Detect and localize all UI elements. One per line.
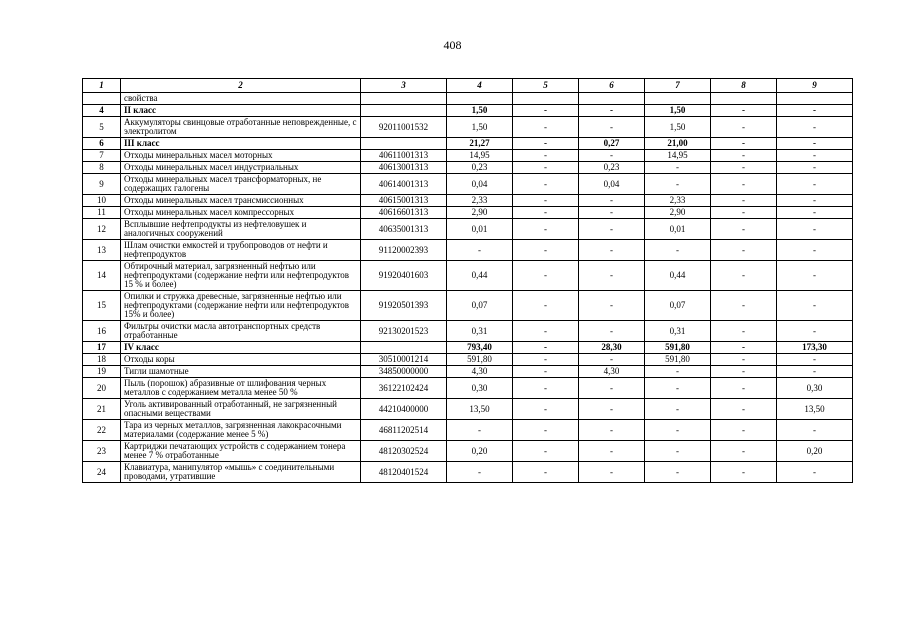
col8-cell: - <box>711 321 777 342</box>
waste-code-cell: 40615001313 <box>361 195 447 207</box>
total-amount-cell: - <box>447 240 513 261</box>
total-amount-cell: 0,30 <box>447 378 513 399</box>
row-number-cell: 24 <box>83 462 121 483</box>
waste-name-cell: Обтирочный материал, загрязненный нефтью или нефтепродуктами (содержание нефти или нефтепродуктов 15 % и более) <box>121 261 361 291</box>
waste-name-cell: III класс <box>121 138 361 150</box>
col9-cell: - <box>777 174 853 195</box>
table-row <box>83 462 853 483</box>
total-amount-cell: 0,07 <box>447 291 513 321</box>
total-amount-cell <box>447 93 513 105</box>
col5-cell: - <box>513 354 579 366</box>
column-number-3: 3 <box>361 79 447 93</box>
col5-cell: - <box>513 207 579 219</box>
col6-cell: - <box>579 462 645 483</box>
col7-cell: - <box>645 240 711 261</box>
table-row <box>83 441 853 462</box>
col6-cell: - <box>579 441 645 462</box>
waste-name-cell: Тигли шамотные <box>121 366 361 378</box>
col9-cell: - <box>777 321 853 342</box>
row-number-cell: 9 <box>83 174 121 195</box>
table-row <box>83 162 853 174</box>
row-number-cell: 11 <box>83 207 121 219</box>
waste-name-cell: Отходы коры <box>121 354 361 366</box>
total-amount-cell: 793,40 <box>447 342 513 354</box>
row-number-cell: 20 <box>83 378 121 399</box>
col9-cell: 0,20 <box>777 441 853 462</box>
waste-code-cell: 36122102424 <box>361 378 447 399</box>
col6-cell: - <box>579 207 645 219</box>
col5-cell: - <box>513 162 579 174</box>
table-row <box>83 291 853 321</box>
col8-cell: - <box>711 378 777 399</box>
waste-code-cell: 40635001313 <box>361 219 447 240</box>
col6-cell: - <box>579 117 645 138</box>
waste-name-cell: Отходы минеральных масел компрессорных <box>121 207 361 219</box>
col9-cell: - <box>777 240 853 261</box>
col8-cell: - <box>711 342 777 354</box>
col5-cell: - <box>513 321 579 342</box>
col8-cell: - <box>711 117 777 138</box>
waste-name-cell: Пыль (порошок) абразивные от шлифования черных металлов с содержанием металла менее 50 % <box>121 378 361 399</box>
col6-cell: - <box>579 240 645 261</box>
col5-cell: - <box>513 399 579 420</box>
col7-cell: 1,50 <box>645 117 711 138</box>
total-amount-cell: 1,50 <box>447 117 513 138</box>
waste-name-cell: Картриджи печатающих устройств с содержанием тонера менее 7 % отработанные <box>121 441 361 462</box>
waste-code-cell: 30510001214 <box>361 354 447 366</box>
col9-cell: - <box>777 207 853 219</box>
waste-code-cell <box>361 105 447 117</box>
col7-cell: - <box>645 174 711 195</box>
waste-code-cell: 44210400000 <box>361 399 447 420</box>
waste-name-cell: Всплывшие нефтепродукты из нефтеловушек и аналогичных сооружений <box>121 219 361 240</box>
waste-code-cell <box>361 342 447 354</box>
waste-code-cell: 40614001313 <box>361 174 447 195</box>
column-number-5: 5 <box>513 79 579 93</box>
waste-name-cell: Отходы минеральных масел трансмиссионных <box>121 195 361 207</box>
col6-cell: - <box>579 399 645 420</box>
col7-cell: 0,31 <box>645 321 711 342</box>
col5-cell: - <box>513 261 579 291</box>
col6-cell: - <box>579 321 645 342</box>
col5-cell: - <box>513 195 579 207</box>
row-number-cell: 21 <box>83 399 121 420</box>
column-number-7: 7 <box>645 79 711 93</box>
page-number: 408 <box>443 38 462 52</box>
row-number-cell: 15 <box>83 291 121 321</box>
col5-cell: - <box>513 462 579 483</box>
col5-cell: - <box>513 138 579 150</box>
total-amount-cell: 0,31 <box>447 321 513 342</box>
row-number-cell: 4 <box>83 105 121 117</box>
waste-code-cell: 34850000000 <box>361 366 447 378</box>
row-number-cell: 23 <box>83 441 121 462</box>
total-amount-cell: 21,27 <box>447 138 513 150</box>
col5-cell: - <box>513 378 579 399</box>
waste-name-cell: Уголь активированный отработанный, не загрязненный опасными веществами <box>121 399 361 420</box>
col5-cell: - <box>513 291 579 321</box>
col8-cell: - <box>711 105 777 117</box>
total-amount-cell: 0,01 <box>447 219 513 240</box>
table-row <box>83 240 853 261</box>
col8-cell: - <box>711 138 777 150</box>
col9-cell: - <box>777 150 853 162</box>
waste-name-cell: Фильтры очистки масла автотранспортных средств отработанные <box>121 321 361 342</box>
col8-cell: - <box>711 291 777 321</box>
col6-cell <box>579 93 645 105</box>
col9-cell <box>777 93 853 105</box>
col5-cell: - <box>513 219 579 240</box>
col7-cell: - <box>645 162 711 174</box>
table-class-row <box>83 138 853 150</box>
col6-cell: - <box>579 261 645 291</box>
col8-cell: - <box>711 261 777 291</box>
col7-cell: - <box>645 462 711 483</box>
table-row <box>83 207 853 219</box>
waste-name-cell: Клавиатура, манипулятор «мышь» с соединительными проводами, утратившие <box>121 462 361 483</box>
col5-cell: - <box>513 342 579 354</box>
waste-code-cell: 48120401524 <box>361 462 447 483</box>
col9-cell: - <box>777 162 853 174</box>
row-number-cell: 5 <box>83 117 121 138</box>
total-amount-cell: 2,33 <box>447 195 513 207</box>
col8-cell: - <box>711 174 777 195</box>
row-number-cell: 8 <box>83 162 121 174</box>
col5-cell: - <box>513 117 579 138</box>
table-row <box>83 366 853 378</box>
col9-cell: 13,50 <box>777 399 853 420</box>
col5-cell: - <box>513 150 579 162</box>
row-number-cell: 17 <box>83 342 121 354</box>
col7-cell: 2,33 <box>645 195 711 207</box>
column-number-4: 4 <box>447 79 513 93</box>
col6-cell: 4,30 <box>579 366 645 378</box>
table-row <box>83 321 853 342</box>
col8-cell: - <box>711 420 777 441</box>
col6-cell: - <box>579 150 645 162</box>
col5-cell: - <box>513 240 579 261</box>
row-number-cell: 18 <box>83 354 121 366</box>
col7-cell: 0,07 <box>645 291 711 321</box>
col6-cell: - <box>579 195 645 207</box>
col7-cell: - <box>645 366 711 378</box>
col9-cell: - <box>777 138 853 150</box>
table-row <box>83 354 853 366</box>
total-amount-cell: 0,44 <box>447 261 513 291</box>
col7-cell: 1,50 <box>645 105 711 117</box>
col5-cell: - <box>513 420 579 441</box>
table-row <box>83 399 853 420</box>
waste-name-cell: Отходы минеральных масел трансформаторных, не содержащих галогены <box>121 174 361 195</box>
total-amount-cell: 2,90 <box>447 207 513 219</box>
col7-cell: - <box>645 378 711 399</box>
col9-cell: - <box>777 261 853 291</box>
col7-cell: 591,80 <box>645 354 711 366</box>
waste-code-cell: 40613001313 <box>361 162 447 174</box>
col7-cell: 0,44 <box>645 261 711 291</box>
total-amount-cell: 591,80 <box>447 354 513 366</box>
table-row <box>83 117 853 138</box>
table-row <box>83 261 853 291</box>
col9-cell: 0,30 <box>777 378 853 399</box>
column-number-8: 8 <box>711 79 777 93</box>
col7-cell: - <box>645 441 711 462</box>
waste-table <box>82 78 853 483</box>
col8-cell: - <box>711 219 777 240</box>
waste-code-cell <box>361 93 447 105</box>
table-class-row <box>83 105 853 117</box>
col7-cell: 591,80 <box>645 342 711 354</box>
col9-cell: - <box>777 291 853 321</box>
waste-code-cell: 48120302524 <box>361 441 447 462</box>
col7-cell: - <box>645 420 711 441</box>
table-class-row <box>83 342 853 354</box>
total-amount-cell: 4,30 <box>447 366 513 378</box>
col6-cell: - <box>579 354 645 366</box>
col5-cell: - <box>513 174 579 195</box>
total-amount-cell: 14,95 <box>447 150 513 162</box>
total-amount-cell: 1,50 <box>447 105 513 117</box>
table-row <box>83 150 853 162</box>
waste-code-cell: 91120002393 <box>361 240 447 261</box>
table-header-row <box>83 79 853 93</box>
column-number-1: 1 <box>83 79 121 93</box>
total-amount-cell: 13,50 <box>447 399 513 420</box>
waste-name-cell: Тара из черных металлов, загрязненная лакокрасочными материалами (содержание менее 5 %) <box>121 420 361 441</box>
table-row <box>83 420 853 441</box>
waste-code-cell: 92011001532 <box>361 117 447 138</box>
col8-cell: - <box>711 207 777 219</box>
col5-cell <box>513 93 579 105</box>
waste-name-cell: Опилки и стружка древесные, загрязненные нефтью или нефтепродуктами (содержание нефти или нефтепродуктов 15% и более) <box>121 291 361 321</box>
waste-code-cell <box>361 138 447 150</box>
col6-cell: - <box>579 219 645 240</box>
col8-cell: - <box>711 462 777 483</box>
col6-cell: 0,27 <box>579 138 645 150</box>
col7-cell <box>645 93 711 105</box>
waste-name-cell: Отходы минеральных масел моторных <box>121 150 361 162</box>
column-number-2: 2 <box>121 79 361 93</box>
column-number-9: 9 <box>777 79 853 93</box>
col9-cell: - <box>777 195 853 207</box>
col6-cell: 28,30 <box>579 342 645 354</box>
col9-cell: - <box>777 219 853 240</box>
table-row <box>83 93 853 105</box>
waste-name-cell: II класс <box>121 105 361 117</box>
col8-cell: - <box>711 195 777 207</box>
waste-name-cell: Аккумуляторы свинцовые отработанные неповрежденные, с электролитом <box>121 117 361 138</box>
col5-cell: - <box>513 366 579 378</box>
col7-cell: 2,90 <box>645 207 711 219</box>
table-row <box>83 195 853 207</box>
row-number-cell: 7 <box>83 150 121 162</box>
col7-cell: 0,01 <box>645 219 711 240</box>
col8-cell: - <box>711 150 777 162</box>
waste-name-cell: IV класс <box>121 342 361 354</box>
col8-cell: - <box>711 399 777 420</box>
waste-name-cell: свойства <box>121 93 361 105</box>
waste-code-cell: 46811202514 <box>361 420 447 441</box>
waste-code-cell: 91920501393 <box>361 291 447 321</box>
table-row <box>83 378 853 399</box>
col6-cell: - <box>579 105 645 117</box>
col5-cell: - <box>513 105 579 117</box>
waste-code-cell: 40616601313 <box>361 207 447 219</box>
row-number-cell: 13 <box>83 240 121 261</box>
col8-cell <box>711 93 777 105</box>
col9-cell: - <box>777 105 853 117</box>
row-number-cell: 16 <box>83 321 121 342</box>
col9-cell: - <box>777 117 853 138</box>
col8-cell: - <box>711 354 777 366</box>
col6-cell: 0,23 <box>579 162 645 174</box>
col6-cell: 0,04 <box>579 174 645 195</box>
total-amount-cell: 0,04 <box>447 174 513 195</box>
waste-name-cell: Отходы минеральных масел индустриальных <box>121 162 361 174</box>
row-number-cell <box>83 93 121 105</box>
col8-cell: - <box>711 366 777 378</box>
waste-name-cell: Шлам очистки емкостей и трубопроводов от нефти и нефтепродуктов <box>121 240 361 261</box>
table-row <box>83 174 853 195</box>
waste-code-cell: 91920401603 <box>361 261 447 291</box>
col8-cell: - <box>711 162 777 174</box>
col7-cell: 14,95 <box>645 150 711 162</box>
row-number-cell: 19 <box>83 366 121 378</box>
col9-cell: - <box>777 354 853 366</box>
row-number-cell: 22 <box>83 420 121 441</box>
col9-cell: - <box>777 462 853 483</box>
col9-cell: - <box>777 366 853 378</box>
col7-cell: - <box>645 399 711 420</box>
col8-cell: - <box>711 441 777 462</box>
row-number-cell: 10 <box>83 195 121 207</box>
col6-cell: - <box>579 291 645 321</box>
row-number-cell: 12 <box>83 219 121 240</box>
col7-cell: 21,00 <box>645 138 711 150</box>
total-amount-cell: 0,23 <box>447 162 513 174</box>
col9-cell: - <box>777 420 853 441</box>
col5-cell: - <box>513 441 579 462</box>
col9-cell: 173,30 <box>777 342 853 354</box>
row-number-cell: 14 <box>83 261 121 291</box>
table-row <box>83 219 853 240</box>
row-number-cell: 6 <box>83 138 121 150</box>
column-number-6: 6 <box>579 79 645 93</box>
col6-cell: - <box>579 420 645 441</box>
total-amount-cell: 0,20 <box>447 441 513 462</box>
waste-code-cell: 40611001313 <box>361 150 447 162</box>
waste-code-cell: 92130201523 <box>361 321 447 342</box>
col6-cell: - <box>579 378 645 399</box>
col8-cell: - <box>711 240 777 261</box>
total-amount-cell: - <box>447 420 513 441</box>
total-amount-cell: - <box>447 462 513 483</box>
